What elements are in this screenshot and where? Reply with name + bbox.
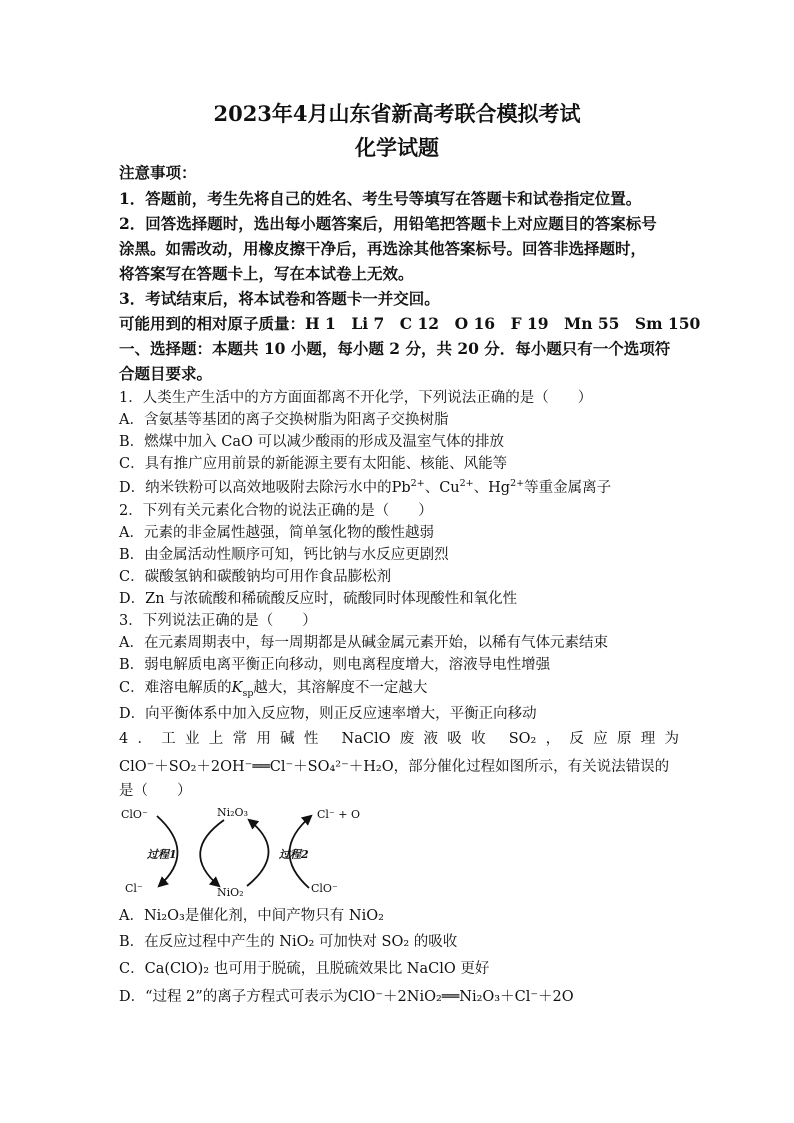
notice-item-1: 1．答题前，考生先将自己的姓名、考生号等填写在答题卡和试卷指定位置。 bbox=[119, 189, 642, 208]
q3-option-c-prefix: C．难溶电解质的 bbox=[119, 680, 232, 696]
notice-item-2-cont: 涂黑。如需改动，用橡皮擦干净后，再选涂其他答案标号。回答非选择题时， bbox=[119, 239, 647, 258]
q1-option-d-suffix: 等重金属离子 bbox=[524, 480, 612, 496]
q3-option-c-suffix: 越大，其溶解度不一定越大 bbox=[253, 680, 428, 696]
section-heading: 一、选择题：本题共 10 小题，每小题 2 分，共 20 分．每小题只有一个选项符 bbox=[119, 339, 671, 358]
section-heading-cont: 合题目要求。 bbox=[119, 364, 213, 383]
q1-ion-cu-charge: 2+ bbox=[459, 478, 474, 490]
catalysis-cycle-diagram bbox=[119, 802, 379, 902]
q3-option-a: A．在元素周期表中，每一周期都是从碱金属元素开始，以稀有气体元素结束 bbox=[119, 635, 608, 651]
q3-ksp-sub: sp bbox=[242, 687, 254, 699]
diagram-process1-label: 过程1 bbox=[147, 848, 177, 861]
diagram-clo-bottom-right: ClO⁻ bbox=[311, 882, 338, 895]
q3-ksp-k: K bbox=[231, 680, 243, 696]
atomic-masses: 可能用到的相对原子质量：H 1 Li 7 C 12 O 16 F 19 Mn 55 Sm 150 bbox=[119, 314, 701, 333]
q2-option-a: A．元素的非金属性越强，简单氢化物的酸性越弱 bbox=[119, 525, 434, 541]
q3-option-b: B．弱电解质电离平衡正向移动，则电离程度增大，溶液导电性增强 bbox=[119, 657, 551, 673]
q1-ion-hg-charge: 2+ bbox=[510, 478, 525, 490]
q1-stem: 1．人类生产生活中的方方面面都离不开化学，下列说法正确的是（ ） bbox=[119, 390, 593, 406]
diagram-cl-bottom-left: Cl⁻ bbox=[125, 882, 143, 895]
q4-option-a: A．Ni₂O₃是催化剂，中间产物只有 NiO₂ bbox=[119, 908, 384, 924]
notice-heading: 注意事项： bbox=[119, 163, 197, 182]
q4-option-d: D．“过程 2”的离子方程式可表示为ClO⁻＋2NiO₂══Ni₂O₃＋Cl⁻＋2O bbox=[119, 989, 574, 1005]
exam-title: 2023年4月山东省新高考联合模拟考试 bbox=[213, 101, 581, 126]
q2-stem: 2．下列有关元素化合物的说法正确的是（ ） bbox=[119, 503, 433, 519]
q1-option-b: B．燃煤中加入 CaO 可以减少酸雨的形成及温室气体的排放 bbox=[119, 434, 504, 450]
q4-option-b: B．在反应过程中产生的 NiO₂ 可加快对 SO₂ 的吸收 bbox=[119, 934, 458, 950]
q1-ion-pb-charge: 2+ bbox=[410, 478, 425, 490]
q1-ion-pb: Pb bbox=[391, 480, 411, 496]
q2-option-b: B．由金属活动性顺序可知，钙比钠与水反应更剧烈 bbox=[119, 547, 449, 563]
ni-arc-left bbox=[200, 820, 224, 886]
q1-option-a: A．含氨基等基团的离子交换树脂为阳离子交换树脂 bbox=[119, 412, 449, 428]
q1-ion-hg: Hg bbox=[488, 480, 511, 496]
q1-option-d: D．纳米铁粉可以高效地吸附去除污水中的$Pb^{2+}$、$Cu^{2+}$、$Hg^{2+}$等重金属离子 bbox=[119, 478, 612, 496]
diagram-clo-top-left: ClO⁻ bbox=[121, 808, 148, 821]
q4-stem-end: 是（ ） bbox=[119, 783, 192, 799]
diagram-nio2: NiO₂ bbox=[217, 886, 244, 899]
q4-option-c: C．Ca(ClO)₂ 也可用于脱硫，且脱硫效果比 NaClO 更好 bbox=[119, 961, 490, 977]
diagram-ni2o3: Ni₂O₃ bbox=[217, 806, 248, 819]
q3-option-d: D．向平衡体系中加入反应物，则正反应速率增大，平衡正向移动 bbox=[119, 706, 537, 722]
q2-option-c: C．碳酸氢钠和碳酸钠均可用作食品膨松剂 bbox=[119, 569, 392, 585]
q1-option-c: C．具有推广应用前景的新能源主要有太阳能、核能、风能等 bbox=[119, 456, 508, 472]
notice-item-2-cont2: 将答案写在答题卡上，写在本试卷上无效。 bbox=[119, 264, 414, 283]
q1-ion-cu: Cu bbox=[439, 480, 460, 496]
notice-item-3: 3．考试结束后，将本试卷和答题卡一并交回。 bbox=[119, 289, 440, 308]
exam-subtitle: 化学试题 bbox=[355, 135, 439, 160]
q2-option-d: D．Zn 与浓硫酸和稀硫酸反应时，硫酸同时体现酸性和氧化性 bbox=[119, 591, 518, 607]
diagram-cl-o: Cl⁻ + O bbox=[317, 808, 360, 821]
q3-stem: 3．下列说法正确的是（ ） bbox=[119, 613, 317, 629]
diagram-process2-label: 过程2 bbox=[279, 848, 309, 861]
notice-item-2: 2．回答选择题时，选出每小题答案后，用铅笔把答题卡上对应题目的答案标号 bbox=[119, 214, 657, 233]
q3-option-c bbox=[119, 678, 679, 698]
q1-option-d-prefix: D．纳米铁粉可以高效地吸附去除污水中的 bbox=[119, 480, 392, 496]
ni-arc-right bbox=[247, 820, 269, 886]
q4-stem: 4．工业上常用碱性 NaClO废液吸收 SO₂，反应原理为 bbox=[119, 731, 679, 747]
q4-equation: ClO⁻＋SO₂＋2OH⁻══Cl⁻＋SO₄²⁻＋H₂O，部分催化过程如图所示，有关说法错误的 bbox=[119, 759, 670, 775]
